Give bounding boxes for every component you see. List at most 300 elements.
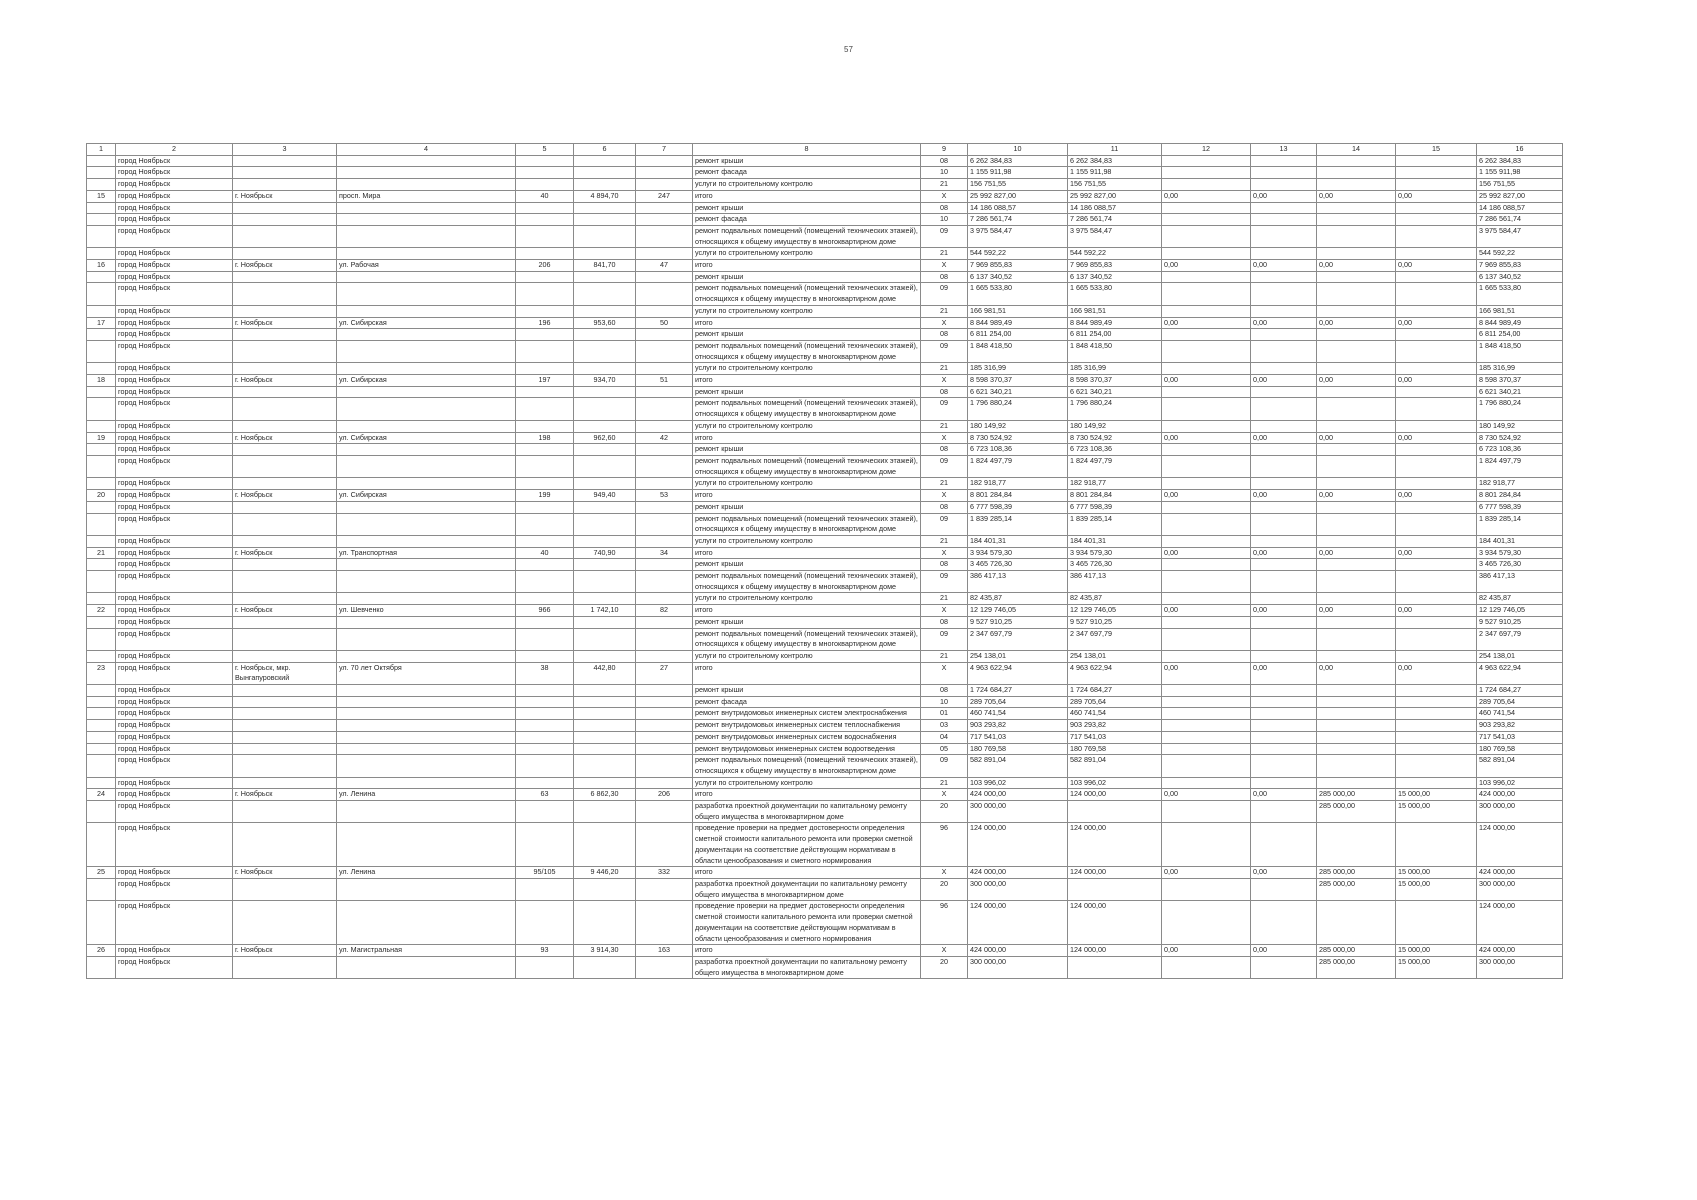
- fund-cost-cell: 8 598 370,37: [1068, 375, 1162, 387]
- total-cost-cell: 1 839 285,14: [968, 513, 1068, 535]
- residents-count-cell: 47: [636, 260, 693, 272]
- budget-local-cell: [1251, 879, 1317, 901]
- settlement-cell: г. Ноябрьск: [233, 260, 337, 272]
- owners-funds-cell: [1317, 513, 1396, 535]
- street-cell: ул. Сибирская: [337, 490, 516, 502]
- house-number-cell: [516, 202, 574, 214]
- other-funds-cell: [1396, 501, 1477, 513]
- work-code-cell: 96: [921, 901, 968, 945]
- work-type-cell: проведение проверки на предмет достоверности определения сметной стоимости капитального ремонта или проверки сметной документации на соответствие действующим нормативам в области ценообразования и сметного нормирования: [693, 823, 921, 867]
- grand-total-cell: 180 149,92: [1477, 420, 1563, 432]
- street-cell: [337, 559, 516, 571]
- grand-total-cell: 300 000,00: [1477, 801, 1563, 823]
- total-area-cell: 841,70: [574, 260, 636, 272]
- work-type-cell: ремонт крыши: [693, 202, 921, 214]
- grand-total-cell: 2 347 697,79: [1477, 628, 1563, 650]
- street-cell: [337, 340, 516, 362]
- owners-funds-cell: [1317, 455, 1396, 477]
- total-area-cell: [574, 593, 636, 605]
- fund-cost-cell: 180 149,92: [1068, 420, 1162, 432]
- column-number-5: 5: [516, 144, 574, 156]
- grand-total-cell: 7 286 561,74: [1477, 214, 1563, 226]
- street-cell: [337, 513, 516, 535]
- residents-count-cell: [636, 650, 693, 662]
- house-number-cell: [516, 478, 574, 490]
- municipality-cell: город Ноябрьск: [116, 743, 233, 755]
- fund-cost-cell: 103 996,02: [1068, 777, 1162, 789]
- street-cell: [337, 777, 516, 789]
- table-body: [87, 155, 1563, 979]
- total-area-cell: [574, 696, 636, 708]
- residents-count-cell: [636, 305, 693, 317]
- settlement-cell: [233, 444, 337, 456]
- table-row: [87, 501, 1563, 513]
- other-funds-cell: 0,00: [1396, 190, 1477, 202]
- total-cost-cell: 424 000,00: [968, 789, 1068, 801]
- work-code-cell: X: [921, 867, 968, 879]
- table-row: [87, 271, 1563, 283]
- row-number-cell: 23: [87, 662, 116, 684]
- budget-okrug-cell: [1162, 571, 1251, 593]
- work-type-cell: итого: [693, 945, 921, 957]
- budget-okrug-cell: 0,00: [1162, 490, 1251, 502]
- fund-cost-cell: 156 751,55: [1068, 179, 1162, 191]
- table-row: [87, 214, 1563, 226]
- total-area-cell: [574, 650, 636, 662]
- total-cost-cell: 182 918,77: [968, 478, 1068, 490]
- work-type-cell: проведение проверки на предмет достоверности определения сметной стоимости капитального ремонта или проверки сметной документации на соответствие действующим нормативам в области ценообразования и сметного нормирования: [693, 901, 921, 945]
- settlement-cell: [233, 167, 337, 179]
- other-funds-cell: [1396, 455, 1477, 477]
- grand-total-cell: 124 000,00: [1477, 823, 1563, 867]
- budget-local-cell: [1251, 155, 1317, 167]
- house-number-cell: [516, 593, 574, 605]
- other-funds-cell: [1396, 731, 1477, 743]
- fund-cost-cell: 184 401,31: [1068, 535, 1162, 547]
- fund-cost-cell: 124 000,00: [1068, 867, 1162, 879]
- house-number-cell: 966: [516, 605, 574, 617]
- total-cost-cell: 1 848 418,50: [968, 340, 1068, 362]
- owners-funds-cell: 285 000,00: [1317, 945, 1396, 957]
- other-funds-cell: [1396, 167, 1477, 179]
- budget-local-cell: [1251, 271, 1317, 283]
- fund-cost-cell: 2 347 697,79: [1068, 628, 1162, 650]
- total-cost-cell: 3 465 726,30: [968, 559, 1068, 571]
- residents-count-cell: 82: [636, 605, 693, 617]
- budget-okrug-cell: [1162, 777, 1251, 789]
- budget-local-cell: 0,00: [1251, 190, 1317, 202]
- fund-cost-cell: 6 262 384,83: [1068, 155, 1162, 167]
- budget-local-cell: [1251, 386, 1317, 398]
- row-number-cell: 18: [87, 375, 116, 387]
- grand-total-cell: 1 839 285,14: [1477, 513, 1563, 535]
- grand-total-cell: 300 000,00: [1477, 956, 1563, 978]
- work-type-cell: ремонт подвальных помещений (помещений технических этажей), относящихся к общему имуществу в многоквартирном доме: [693, 571, 921, 593]
- total-cost-cell: 184 401,31: [968, 535, 1068, 547]
- work-type-cell: ремонт крыши: [693, 386, 921, 398]
- street-cell: [337, 386, 516, 398]
- budget-okrug-cell: [1162, 743, 1251, 755]
- budget-okrug-cell: 0,00: [1162, 662, 1251, 684]
- row-number-cell: 26: [87, 945, 116, 957]
- work-code-cell: 09: [921, 513, 968, 535]
- other-funds-cell: [1396, 202, 1477, 214]
- house-number-cell: 38: [516, 662, 574, 684]
- total-area-cell: [574, 571, 636, 593]
- other-funds-cell: 0,00: [1396, 317, 1477, 329]
- house-number-cell: [516, 179, 574, 191]
- table-row: [87, 375, 1563, 387]
- owners-funds-cell: [1317, 593, 1396, 605]
- column-number-9: 9: [921, 144, 968, 156]
- work-code-cell: 08: [921, 202, 968, 214]
- total-area-cell: [574, 801, 636, 823]
- total-cost-cell: 8 801 284,84: [968, 490, 1068, 502]
- work-type-cell: услуги по строительному контролю: [693, 179, 921, 191]
- row-number-cell: [87, 685, 116, 697]
- work-code-cell: X: [921, 190, 968, 202]
- row-number-cell: [87, 386, 116, 398]
- budget-local-cell: [1251, 743, 1317, 755]
- other-funds-cell: [1396, 248, 1477, 260]
- work-type-cell: итого: [693, 605, 921, 617]
- total-area-cell: 1 742,10: [574, 605, 636, 617]
- owners-funds-cell: [1317, 283, 1396, 305]
- municipality-cell: город Ноябрьск: [116, 720, 233, 732]
- total-cost-cell: 1 796 880,24: [968, 398, 1068, 420]
- fund-cost-cell: 6 723 108,36: [1068, 444, 1162, 456]
- settlement-cell: [233, 777, 337, 789]
- street-cell: ул. Сибирская: [337, 317, 516, 329]
- budget-okrug-cell: [1162, 685, 1251, 697]
- residents-count-cell: [636, 801, 693, 823]
- other-funds-cell: [1396, 179, 1477, 191]
- page-number: 57: [844, 45, 853, 54]
- other-funds-cell: 15 000,00: [1396, 956, 1477, 978]
- table-row: [87, 720, 1563, 732]
- house-number-cell: [516, 879, 574, 901]
- fund-cost-cell: 124 000,00: [1068, 823, 1162, 867]
- owners-funds-cell: [1317, 650, 1396, 662]
- table-row: [87, 789, 1563, 801]
- work-code-cell: 08: [921, 444, 968, 456]
- work-code-cell: 21: [921, 248, 968, 260]
- work-type-cell: услуги по строительному контролю: [693, 248, 921, 260]
- total-cost-cell: 289 705,64: [968, 696, 1068, 708]
- street-cell: просп. Мира: [337, 190, 516, 202]
- fund-cost-cell: 182 918,77: [1068, 478, 1162, 490]
- owners-funds-cell: [1317, 901, 1396, 945]
- settlement-cell: [233, 801, 337, 823]
- fund-cost-cell: 166 981,51: [1068, 305, 1162, 317]
- row-number-cell: [87, 708, 116, 720]
- budget-okrug-cell: [1162, 271, 1251, 283]
- grand-total-cell: 6 723 108,36: [1477, 444, 1563, 456]
- street-cell: [337, 535, 516, 547]
- work-code-cell: 21: [921, 305, 968, 317]
- total-area-cell: [574, 420, 636, 432]
- work-type-cell: ремонт крыши: [693, 685, 921, 697]
- settlement-cell: [233, 956, 337, 978]
- work-type-cell: ремонт крыши: [693, 444, 921, 456]
- budget-okrug-cell: [1162, 305, 1251, 317]
- owners-funds-cell: [1317, 398, 1396, 420]
- budget-local-cell: [1251, 755, 1317, 777]
- total-area-cell: [574, 305, 636, 317]
- header-row: [87, 144, 1563, 156]
- budget-local-cell: [1251, 444, 1317, 456]
- owners-funds-cell: 0,00: [1317, 190, 1396, 202]
- total-area-cell: [574, 777, 636, 789]
- owners-funds-cell: [1317, 731, 1396, 743]
- grand-total-cell: 7 969 855,83: [1477, 260, 1563, 272]
- house-number-cell: [516, 755, 574, 777]
- municipality-cell: город Ноябрьск: [116, 616, 233, 628]
- row-number-cell: [87, 901, 116, 945]
- table-row: [87, 685, 1563, 697]
- municipality-cell: город Ноябрьск: [116, 248, 233, 260]
- street-cell: [337, 696, 516, 708]
- settlement-cell: [233, 743, 337, 755]
- settlement-cell: [233, 420, 337, 432]
- total-cost-cell: 582 891,04: [968, 755, 1068, 777]
- column-number-16: 16: [1477, 144, 1563, 156]
- total-cost-cell: 460 741,54: [968, 708, 1068, 720]
- municipality-cell: город Ноябрьск: [116, 432, 233, 444]
- total-cost-cell: 1 824 497,79: [968, 455, 1068, 477]
- table-header: [87, 144, 1563, 156]
- municipality-cell: город Ноябрьск: [116, 490, 233, 502]
- table-row: [87, 801, 1563, 823]
- municipality-cell: город Ноябрьск: [116, 605, 233, 617]
- work-type-cell: разработка проектной документации по капитальному ремонту общего имущества в многоквартирном доме: [693, 801, 921, 823]
- budget-okrug-cell: [1162, 155, 1251, 167]
- municipality-cell: город Ноябрьск: [116, 593, 233, 605]
- other-funds-cell: [1396, 420, 1477, 432]
- work-type-cell: услуги по строительному контролю: [693, 305, 921, 317]
- total-cost-cell: 6 723 108,36: [968, 444, 1068, 456]
- other-funds-cell: [1396, 650, 1477, 662]
- other-funds-cell: 0,00: [1396, 375, 1477, 387]
- owners-funds-cell: [1317, 823, 1396, 867]
- grand-total-cell: 1 724 684,27: [1477, 685, 1563, 697]
- budget-okrug-cell: 0,00: [1162, 190, 1251, 202]
- row-number-cell: [87, 743, 116, 755]
- street-cell: [337, 398, 516, 420]
- table-row: [87, 455, 1563, 477]
- owners-funds-cell: 0,00: [1317, 547, 1396, 559]
- budget-okrug-cell: [1162, 225, 1251, 247]
- other-funds-cell: [1396, 777, 1477, 789]
- total-cost-cell: 166 981,51: [968, 305, 1068, 317]
- residents-count-cell: 332: [636, 867, 693, 879]
- street-cell: [337, 650, 516, 662]
- work-code-cell: 08: [921, 559, 968, 571]
- total-area-cell: [574, 248, 636, 260]
- grand-total-cell: 1 665 533,80: [1477, 283, 1563, 305]
- budget-okrug-cell: [1162, 616, 1251, 628]
- owners-funds-cell: 0,00: [1317, 260, 1396, 272]
- house-number-cell: [516, 248, 574, 260]
- street-cell: [337, 571, 516, 593]
- municipality-cell: город Ноябрьск: [116, 685, 233, 697]
- total-area-cell: [574, 616, 636, 628]
- residents-count-cell: [636, 271, 693, 283]
- budget-local-cell: 0,00: [1251, 945, 1317, 957]
- total-area-cell: [574, 501, 636, 513]
- settlement-cell: г. Ноябрьск: [233, 547, 337, 559]
- street-cell: ул. Рабочая: [337, 260, 516, 272]
- row-number-cell: 22: [87, 605, 116, 617]
- other-funds-cell: [1396, 444, 1477, 456]
- municipality-cell: город Ноябрьск: [116, 571, 233, 593]
- work-type-cell: ремонт подвальных помещений (помещений технических этажей), относящихся к общему имуществу в многоквартирном доме: [693, 455, 921, 477]
- settlement-cell: г. Ноябрьск: [233, 789, 337, 801]
- total-area-cell: [574, 956, 636, 978]
- house-number-cell: [516, 455, 574, 477]
- street-cell: [337, 616, 516, 628]
- table-row: [87, 605, 1563, 617]
- table-row: [87, 662, 1563, 684]
- settlement-cell: г. Ноябрьск: [233, 867, 337, 879]
- work-code-cell: 08: [921, 329, 968, 341]
- budget-local-cell: [1251, 248, 1317, 260]
- budget-local-cell: [1251, 823, 1317, 867]
- owners-funds-cell: 0,00: [1317, 375, 1396, 387]
- house-number-cell: 206: [516, 260, 574, 272]
- table-row: [87, 547, 1563, 559]
- work-code-cell: 04: [921, 731, 968, 743]
- budget-okrug-cell: [1162, 386, 1251, 398]
- work-type-cell: ремонт внутридомовых инженерных систем электроснабжения: [693, 708, 921, 720]
- owners-funds-cell: [1317, 420, 1396, 432]
- row-number-cell: [87, 777, 116, 789]
- municipality-cell: город Ноябрьск: [116, 283, 233, 305]
- house-number-cell: [516, 340, 574, 362]
- owners-funds-cell: [1317, 559, 1396, 571]
- house-number-cell: [516, 535, 574, 547]
- grand-total-cell: 6 777 598,39: [1477, 501, 1563, 513]
- municipality-cell: город Ноябрьск: [116, 823, 233, 867]
- table-row: [87, 248, 1563, 260]
- residents-count-cell: [636, 696, 693, 708]
- budget-local-cell: [1251, 708, 1317, 720]
- row-number-cell: [87, 444, 116, 456]
- total-area-cell: [574, 901, 636, 945]
- work-type-cell: услуги по строительному контролю: [693, 420, 921, 432]
- total-cost-cell: 6 137 340,52: [968, 271, 1068, 283]
- budget-local-cell: 0,00: [1251, 867, 1317, 879]
- row-number-cell: [87, 363, 116, 375]
- work-code-cell: 21: [921, 593, 968, 605]
- house-number-cell: [516, 616, 574, 628]
- total-cost-cell: 103 996,02: [968, 777, 1068, 789]
- total-area-cell: [574, 283, 636, 305]
- grand-total-cell: 1 155 911,98: [1477, 167, 1563, 179]
- work-code-cell: 08: [921, 271, 968, 283]
- fund-cost-cell: 6 777 598,39: [1068, 501, 1162, 513]
- table-row: [87, 179, 1563, 191]
- budget-okrug-cell: 0,00: [1162, 260, 1251, 272]
- settlement-cell: [233, 225, 337, 247]
- total-area-cell: [574, 685, 636, 697]
- municipality-cell: город Ноябрьск: [116, 956, 233, 978]
- owners-funds-cell: [1317, 720, 1396, 732]
- fund-cost-cell: 180 769,58: [1068, 743, 1162, 755]
- owners-funds-cell: [1317, 444, 1396, 456]
- residents-count-cell: 53: [636, 490, 693, 502]
- table-row: [87, 317, 1563, 329]
- budget-local-cell: [1251, 616, 1317, 628]
- grand-total-cell: 8 801 284,84: [1477, 490, 1563, 502]
- budget-local-cell: [1251, 363, 1317, 375]
- owners-funds-cell: [1317, 155, 1396, 167]
- grand-total-cell: 903 293,82: [1477, 720, 1563, 732]
- budget-okrug-cell: [1162, 720, 1251, 732]
- other-funds-cell: [1396, 593, 1477, 605]
- grand-total-cell: 582 891,04: [1477, 755, 1563, 777]
- row-number-cell: [87, 155, 116, 167]
- budget-okrug-cell: [1162, 179, 1251, 191]
- grand-total-cell: 184 401,31: [1477, 535, 1563, 547]
- municipality-cell: город Ноябрьск: [116, 260, 233, 272]
- total-cost-cell: 25 992 827,00: [968, 190, 1068, 202]
- municipality-cell: город Ноябрьск: [116, 202, 233, 214]
- total-area-cell: 9 446,20: [574, 867, 636, 879]
- budget-local-cell: 0,00: [1251, 605, 1317, 617]
- budget-okrug-cell: [1162, 340, 1251, 362]
- other-funds-cell: [1396, 283, 1477, 305]
- row-number-cell: [87, 420, 116, 432]
- owners-funds-cell: 285 000,00: [1317, 867, 1396, 879]
- budget-okrug-cell: [1162, 202, 1251, 214]
- total-area-cell: [574, 731, 636, 743]
- row-number-cell: [87, 823, 116, 867]
- house-number-cell: [516, 329, 574, 341]
- grand-total-cell: 424 000,00: [1477, 945, 1563, 957]
- street-cell: [337, 823, 516, 867]
- work-code-cell: 01: [921, 708, 968, 720]
- grand-total-cell: 103 996,02: [1477, 777, 1563, 789]
- work-code-cell: 20: [921, 801, 968, 823]
- residents-count-cell: 51: [636, 375, 693, 387]
- house-number-cell: [516, 398, 574, 420]
- other-funds-cell: [1396, 571, 1477, 593]
- total-cost-cell: 386 417,13: [968, 571, 1068, 593]
- grand-total-cell: 4 963 622,94: [1477, 662, 1563, 684]
- row-number-cell: [87, 340, 116, 362]
- street-cell: [337, 444, 516, 456]
- settlement-cell: [233, 685, 337, 697]
- column-number-8: 8: [693, 144, 921, 156]
- table-row: [87, 945, 1563, 957]
- budget-okrug-cell: 0,00: [1162, 789, 1251, 801]
- residents-count-cell: 163: [636, 945, 693, 957]
- street-cell: [337, 731, 516, 743]
- table-row: [87, 305, 1563, 317]
- house-number-cell: [516, 444, 574, 456]
- settlement-cell: [233, 363, 337, 375]
- table-row: [87, 167, 1563, 179]
- budget-okrug-cell: 0,00: [1162, 867, 1251, 879]
- residents-count-cell: [636, 444, 693, 456]
- grand-total-cell: 14 186 088,57: [1477, 202, 1563, 214]
- residents-count-cell: [636, 720, 693, 732]
- total-area-cell: 953,60: [574, 317, 636, 329]
- table-row: [87, 879, 1563, 901]
- row-number-cell: 17: [87, 317, 116, 329]
- fund-cost-cell: 14 186 088,57: [1068, 202, 1162, 214]
